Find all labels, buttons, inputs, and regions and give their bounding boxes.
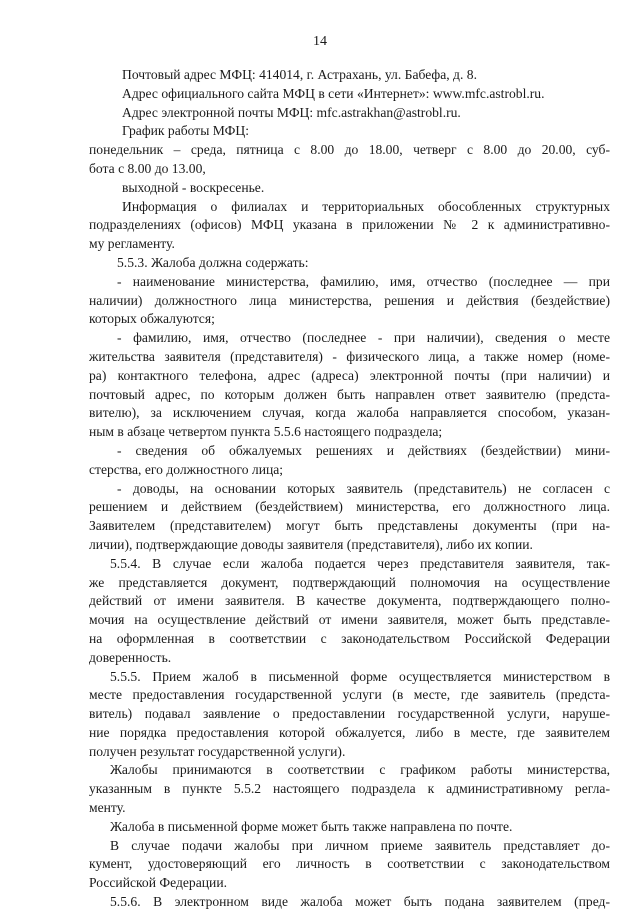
text-line: указанным в пункте 5.5.2 настоящего подраздела к административному регла- xyxy=(89,781,610,797)
text-line: стерства, его должностного лица; xyxy=(89,461,284,477)
page-number: 14 xyxy=(313,34,327,49)
text-line: Жалобы принимаются в соответствии с графиком работы министерства, xyxy=(110,762,610,778)
text-line: которых обжалуются; xyxy=(89,311,215,327)
text-line: решением и действием (бездействием) министерства, его должностного лица. xyxy=(89,499,610,515)
text-line: наличии) должностного лица министерства, решения и действия (бездействие) xyxy=(89,292,610,308)
text-line: почтовый адрес, по которым должен быть направлен ответ заявителю (предста- xyxy=(89,386,610,402)
text-line: ра) контактного телефона, адрес (адреса) электронной почты (при наличии) и xyxy=(89,367,610,383)
text-line: ние порядка предоставления которой обжалуется, либо в месте, где заявителем xyxy=(89,724,610,740)
text-line: на оформленная в соответствии с законодательством Российской Федерации xyxy=(89,630,610,646)
text-line: 5.5.3. Жалоба должна содержать: xyxy=(117,254,309,270)
text-line: - наименование министерства, фамилию, имя, отчество (последнее — при xyxy=(117,273,610,289)
text-line: ным в абзаце четвертом пункта 5.5.6 настоящего подраздела; xyxy=(89,424,443,440)
text-line: месте предоставления государственной услуги (в месте, где заявитель (предста- xyxy=(89,687,610,703)
text-line: 5.5.4. В случае если жалоба подается через представителя заявителя, так- xyxy=(110,555,610,571)
text-line: выходной - воскресенье. xyxy=(122,179,265,195)
text-line: бота с 8.00 до 13.00, xyxy=(89,160,206,176)
text-line: доверенность. xyxy=(89,649,172,665)
text-line: Информация о филиалах и территориальных обособленных структурных xyxy=(122,198,610,214)
text-line: Адрес электронной почты МФЦ: mfc.astrakhan@astrobl.ru. xyxy=(122,104,461,120)
text-line: 5.5.5. Прием жалоб в письменной форме осуществляется министерством в xyxy=(110,668,610,684)
text-line: подразделениях (офисов) МФЦ указана в приложении № 2 к административно- xyxy=(89,217,610,233)
text-line: вителю), за исключением случая, когда жалоба направляется способом, указан- xyxy=(89,405,610,421)
document-body xyxy=(89,66,610,912)
text-line: - сведения об обжалуемых решениях и действиях (бездействии) мини- xyxy=(117,442,610,458)
text-line: Жалоба в письменной форме может быть также направлена по почте. xyxy=(110,818,513,834)
text-line: Почтовый адрес МФЦ: 414014, г. Астрахань, ул. Бабефа, д. 8. xyxy=(122,67,477,82)
text-line: Адрес официального сайта МФЦ в сети «Интернет»: www.mfc.astrobl.ru. xyxy=(122,85,545,101)
text-line: В случае подачи жалобы при личном приеме заявитель представляет до- xyxy=(110,837,610,853)
text-line: же представляется документ, подтверждающий полномочия на осуществление xyxy=(89,574,610,590)
text-line: витель) подавал заявление о предоставлении государственной услуги, наруше- xyxy=(89,706,610,722)
text-line: жительства заявителя (представителя) - физического лица, а также номер (номе- xyxy=(89,348,610,364)
text-line: кумент, удостоверяющий его личность в соответствии с законодательством xyxy=(89,856,610,872)
text-line: мочия на осуществление действий от имени заявителя, может быть представле- xyxy=(89,612,610,628)
text-line: Заявителем (представителем) могут быть представлены документы (при на- xyxy=(89,518,610,534)
text-line: - фамилию, имя, отчество (последнее - при наличии), сведения о месте xyxy=(117,330,610,346)
text-line: - доводы, на основании которых заявитель (представитель) не согласен с xyxy=(117,480,610,496)
text-line: действий от имени заявителя. В качестве документа, подтверждающего полно- xyxy=(89,593,610,609)
text-line: Российской Федерации. xyxy=(89,875,227,891)
text-line: менту. xyxy=(89,800,126,816)
text-line: му регламенту. xyxy=(89,236,175,252)
text-line: 5.5.6. В электронном виде жалоба может быть подана заявителем (пред- xyxy=(110,894,610,910)
text-line: личии), подтверждающие доводы заявителя (представителя), либо их копии. xyxy=(89,536,533,552)
text-line: получен результат государственной услуги). xyxy=(89,743,346,759)
text-line: График работы МФЦ: xyxy=(122,123,249,139)
text-line: понедельник – среда, пятница с 8.00 до 18.00, четверг с 8.00 до 20.00, суб- xyxy=(89,142,610,158)
